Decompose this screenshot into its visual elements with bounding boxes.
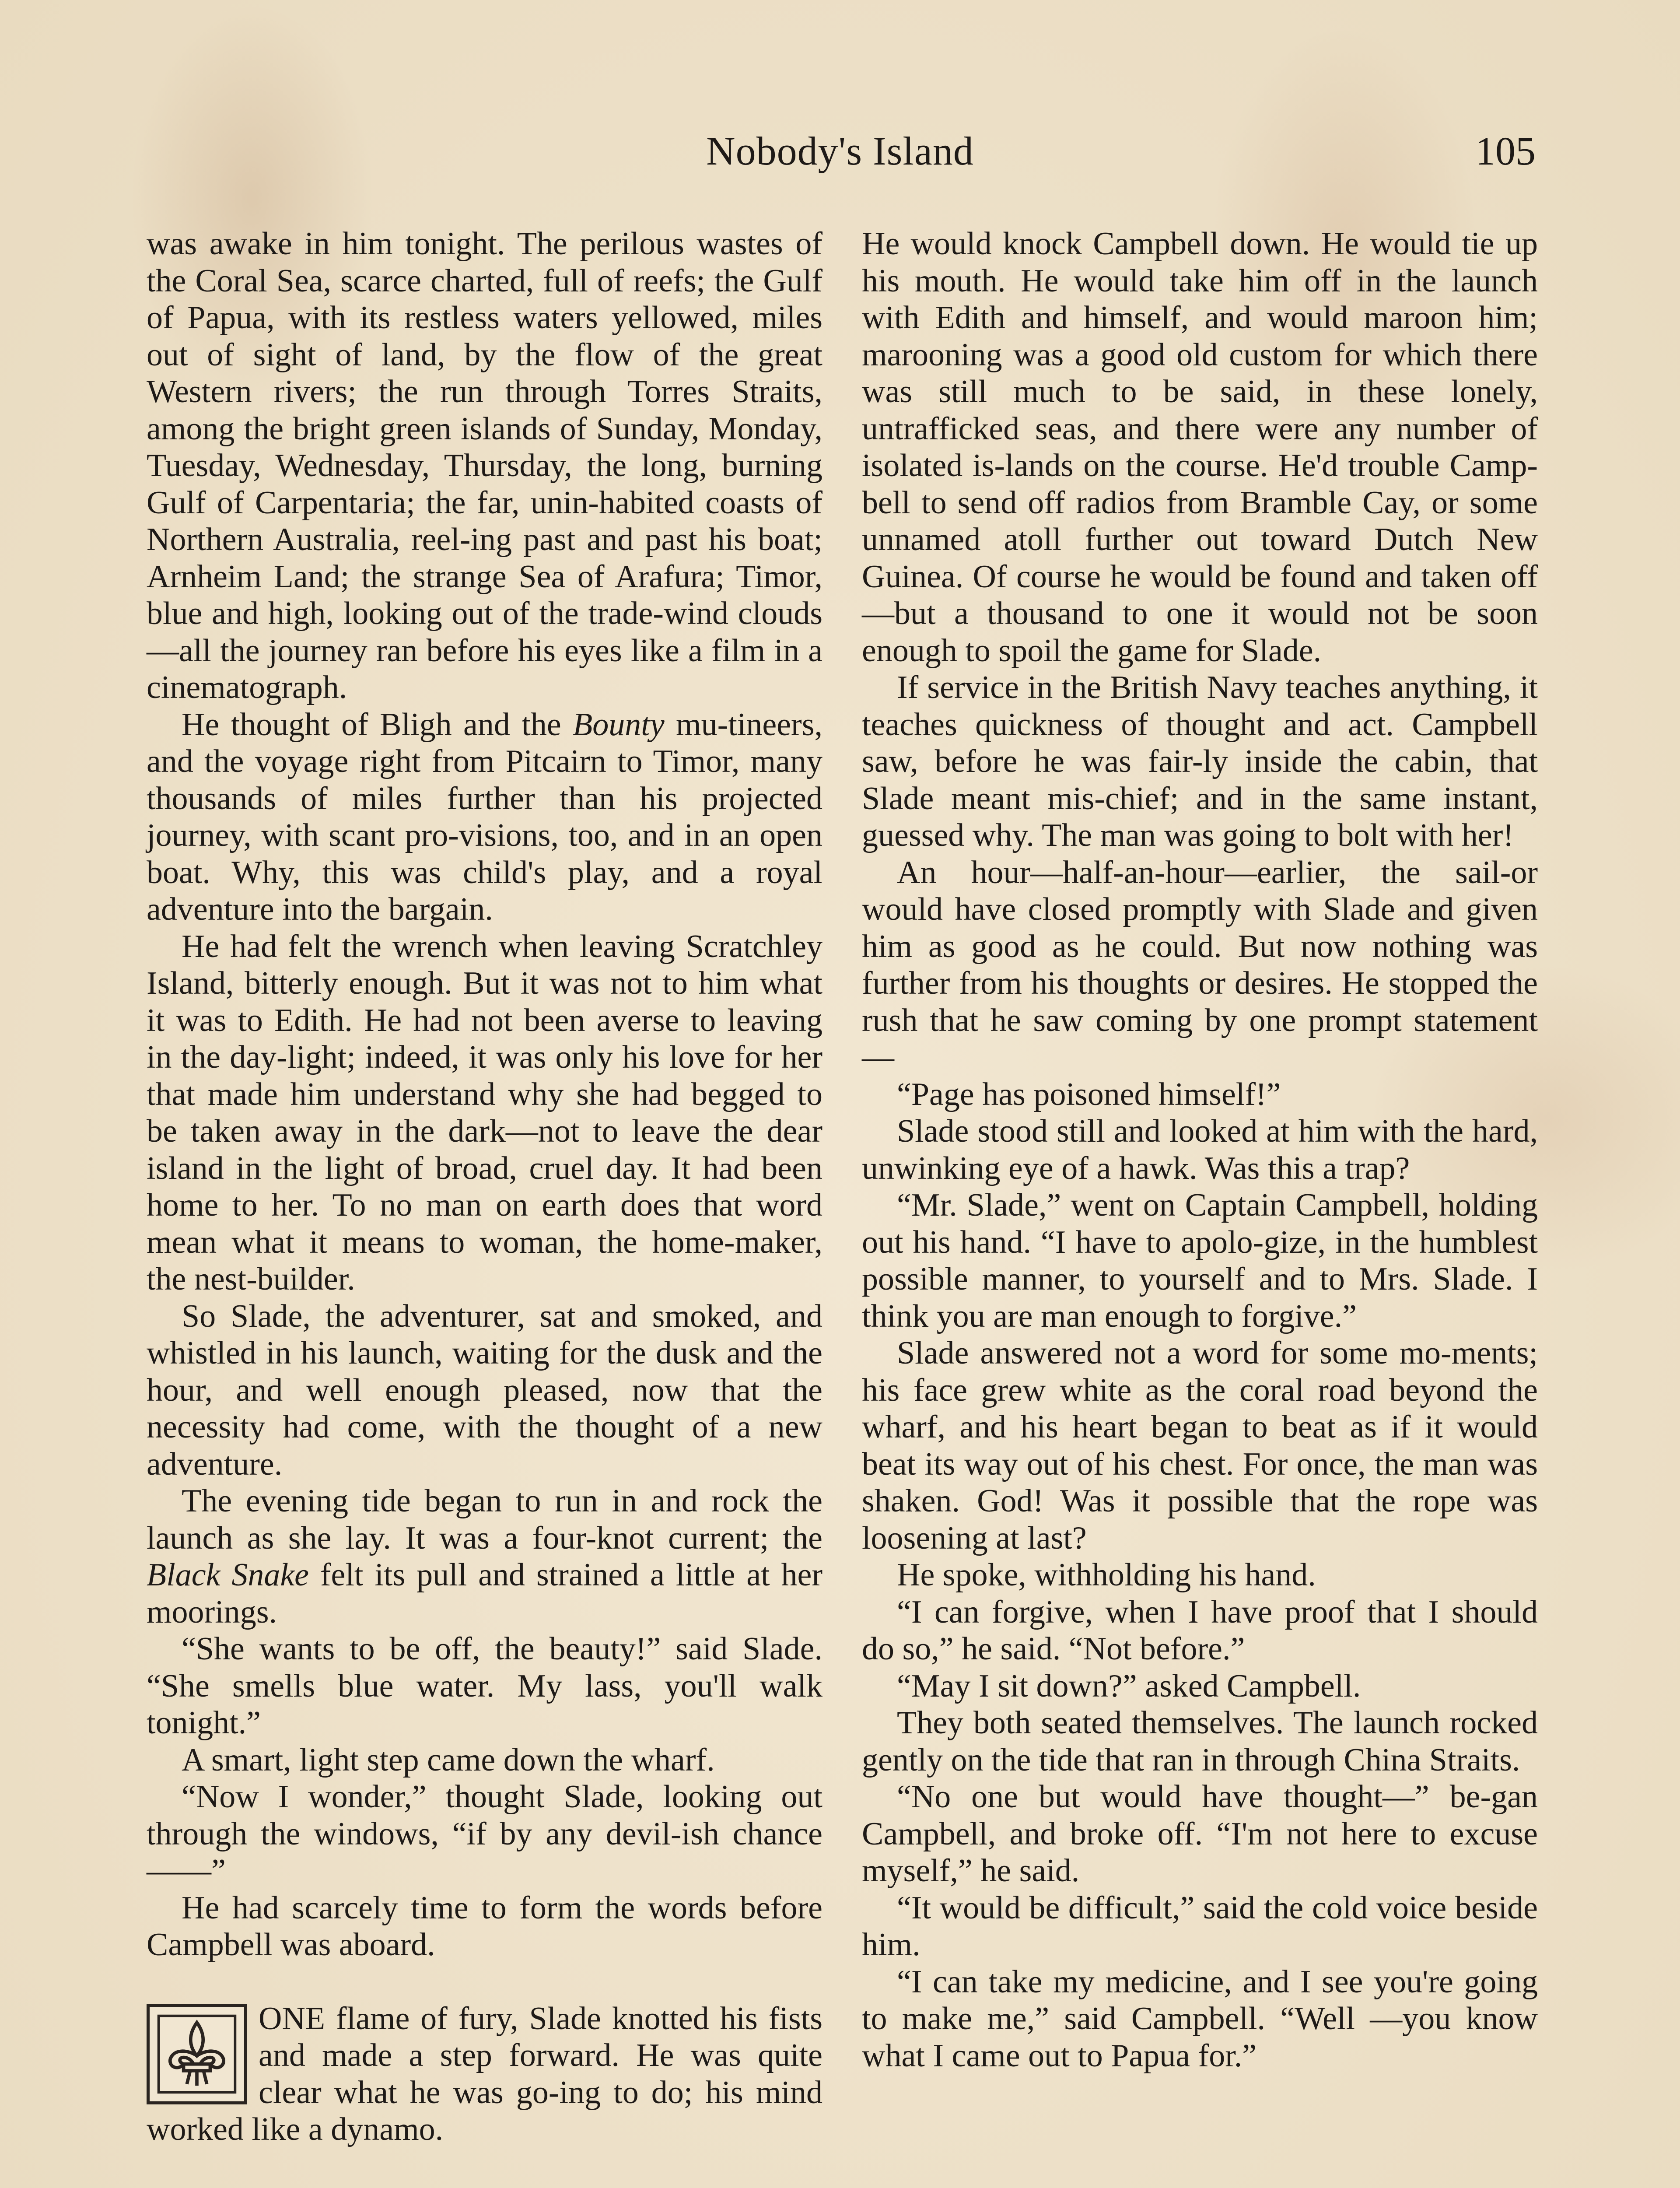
paragraph: “Mr. Slade,” went on Captain Campbell, holding out his hand. “I have to apolo-gize, in the humblest possible manner, to yourself and to Mrs. Slade. I think you are man enough to forgive.” [862, 1187, 1538, 1334]
paragraph: “Now I wonder,” thought Slade, looking out through the windows, “if by any devil-ish chance——” [147, 1779, 822, 1889]
paragraph: If service in the British Navy teaches anything, it teaches quickness of thought and act. Campbell saw, before he was fair-ly inside the cabin, that Slade meant mis-chief; and in the same instant, guessed why. The man was going to bolt with her! [862, 670, 1538, 853]
paragraph: “May I sit down?” asked Campbell. [897, 1668, 1361, 1704]
page-header [144, 118, 1536, 184]
paragraph: “I can take my medicine, and I see you're going to make me,” said Campbell. “Well —you know what I came out to Papua for.” [862, 1964, 1538, 2074]
paragraph: was awake in him tonight. The perilous wastes of the Coral Sea, scarce charted, full of reefs; the Gulf of Papua, with its restless waters yellowed, miles out of sight of land, by the flow of the great Western rivers; the run through Torres Straits, among the bright green islands of Sunday, Monday, Tuesday, Wednesday, Thursday, the long, burning Gulf of Carpentaria; the far, unin-habited coasts of Northern Australia, reel-ing past and past his boat; Arnheim Land; the strange Sea of Arafura; Timor, blue and high, looking out of the trade-wind clouds —all the journey ran before his eyes like a film in a cinematograph. [147, 226, 822, 705]
paragraph: “No one but would have thought—” be-gan Campbell, and broke off. “I'm not here to excuse myself,” he said. [862, 1779, 1538, 1889]
paragraph: “Page has poisoned himself!” [897, 1076, 1281, 1112]
paragraph: “It would be difficult,” said the cold voice beside him. [862, 1890, 1538, 1963]
left-column [147, 225, 822, 2148]
section-opening [147, 2000, 822, 2148]
paragraph: They both seated themselves. The launch rocked gently on the tide that ran in through China Straits. [862, 1705, 1538, 1778]
paragraph: A smart, light step came down the wharf. [182, 1742, 715, 1778]
paragraph: ONE flame of fury, Slade knotted his fists and made a step forward. He was quite clear what he was go-ing to do; his mind worked like a dynamo. [147, 2000, 822, 2147]
paragraph: The evening tide began to run in and rock the launch as she lay. It was a four-knot current; the Black Snake felt its pull and strained a little at her moorings. [147, 1483, 822, 1630]
paragraph: He would knock Campbell down. He would tie up his mouth. He would take him off in the launch with Edith and himself, and would maroon him; marooning was a good old custom for which there was still much to be said, in these lonely, untrafficked seas, and there were any number of isolated is-lands on the course. He'd trouble Camp-bell to send off radios from Bramble Cay, or some unnamed atoll further out toward Dutch New Guinea. Of course he would be found and taken off—but a thousand to one it would not be soon enough to spoil the game for Slade. [862, 226, 1538, 669]
right-column [862, 225, 1538, 2074]
paragraph: So Slade, the adventurer, sat and smoked, and whistled in his launch, waiting for the dusk and the hour, and well enough pleased, now that the necessity had come, with the thought of a new adventure. [147, 1298, 822, 1482]
page-number: 105 [1475, 129, 1536, 173]
paragraph: Slade answered not a word for some mo-ments; his face grew white as the coral road beyond the wharf, and his heart began to beat as if it would beat its way out of his chest. For once, the man was shaken. God! Was it possible that the rope was loosening at last? [862, 1335, 1538, 1556]
paragraph: An hour—half-an-hour—earlier, the sail-or would have closed promptly with Slade and given him as good as he could. But now nothing was further from his thoughts or desires. He stopped the rush that he saw coming by one prompt statement— [862, 854, 1538, 1075]
paragraph: “I can forgive, when I have proof that I should do so,” he said. “Not before.” [862, 1594, 1538, 1667]
paragraph: He thought of Bligh and the Bounty mu-tineers, and the voyage right from Pitcairn to Timor, many thousands of miles further than his projected journey, with scant pro-visions, too, and in an open boat. Why, this was child's play, and a royal adventure into the bargain. [147, 706, 823, 927]
running-title: Nobody's Island [706, 129, 974, 173]
fleur-de-lis-icon [147, 2004, 247, 2104]
paragraph: He had felt the wrench when leaving Scratchley Island, bitterly enough. But it was not to him what it was to Edith. He had not been averse to leaving in the day-light; indeed, it was only his love for her that made him understand why she had begged to be taken away in the dark—not to leave the dear island in the light of broad, cruel day. It had been home to her. To no man on earth does that word mean what it means to woman, the home-maker, the nest-builder. [147, 928, 822, 1297]
paragraph: “She wants to be off, the beauty!” said Slade. “She smells blue water. My lass, you'll walk tonight.” [147, 1631, 822, 1741]
paragraph: He spoke, withholding his hand. [897, 1557, 1316, 1593]
paragraph: Slade stood still and looked at him with the hard, unwinking eye of a hawk. Was this a trap? [862, 1113, 1538, 1186]
paragraph: He had scarcely time to form the words before Campbell was aboard. [147, 1890, 822, 1963]
